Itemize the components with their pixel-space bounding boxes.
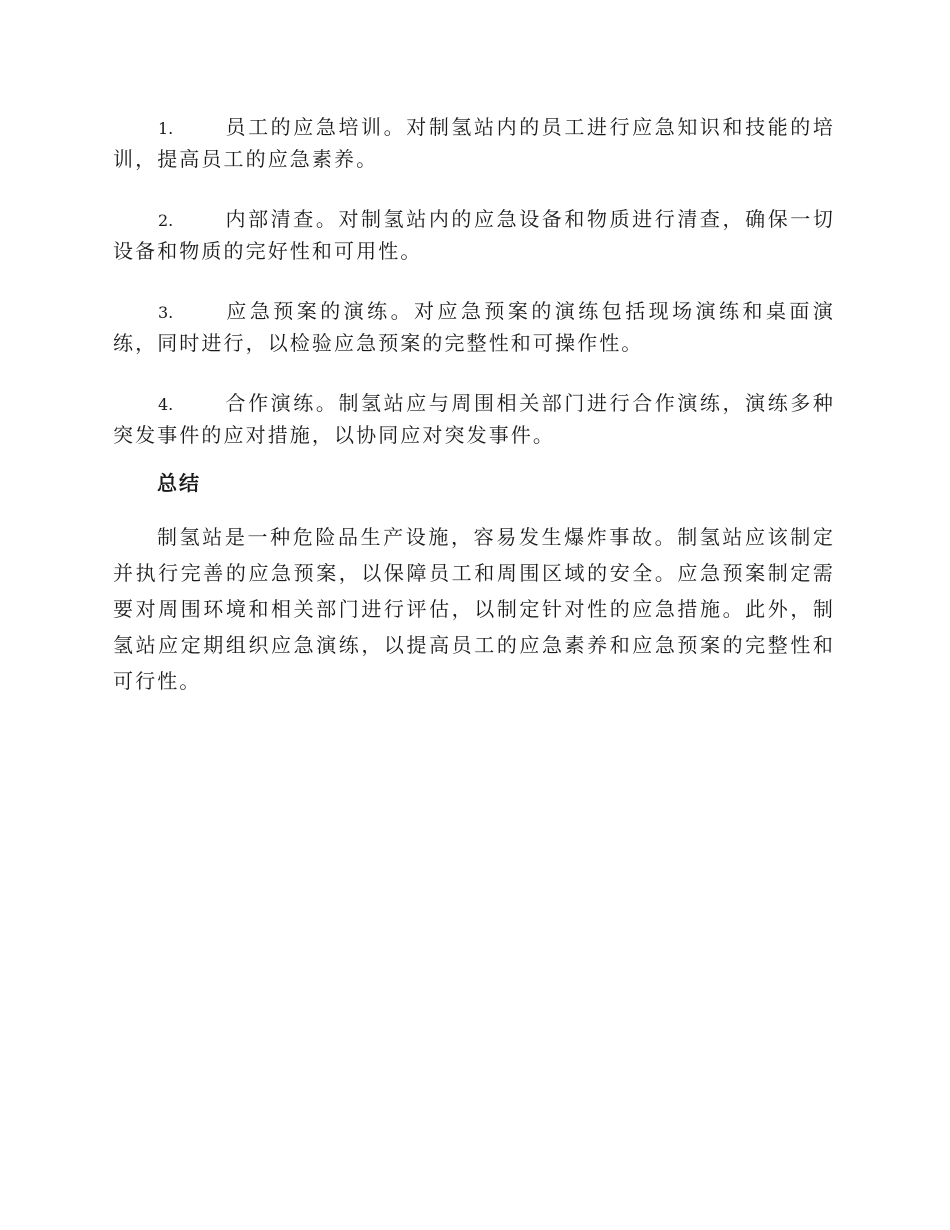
list-item-number: 2. [158,211,174,230]
list-item-1 [113,112,835,174]
list-item-text: 应急预案的演练。对应急预案的演练包括现场演练和桌面演练，同时进行，以检验应急预案的完整性和可操作性。 [113,299,835,355]
list-item-number: 3. [158,303,174,322]
list-item-3 [113,296,835,358]
list-item-2 [113,204,835,266]
summary-heading: 总结 [157,471,201,495]
document-body [113,112,835,711]
summary-paragraph: 制氢站是一种危险品生产设施，容易发生爆炸事故。制氢站应该制定并执行完善的应急预案，以保障员工和周围区域的安全。应急预案制定需要对周围环境和相关部门进行评估，以制定针对性的应急措施。此外，制氢站应定期组织应急演练，以提高员工的应急素养和应急预案的完整性和可行性。 [113,525,835,693]
list-item-number: 1. [158,119,174,138]
list-item-4 [113,388,835,450]
list-item-text: 合作演练。制氢站应与周围相关部门进行合作演练，演练多种突发事件的应对措施，以协同应对突发事件。 [113,391,835,447]
list-item-text: 员工的应急培训。对制氢站内的员工进行应急知识和技能的培训，提高员工的应急素养。 [113,115,835,171]
list-item-number: 4. [158,395,174,414]
list-item-text: 内部清查。对制氢站内的应急设备和物质进行清查，确保一切设备和物质的完好性和可用性。 [113,207,835,263]
